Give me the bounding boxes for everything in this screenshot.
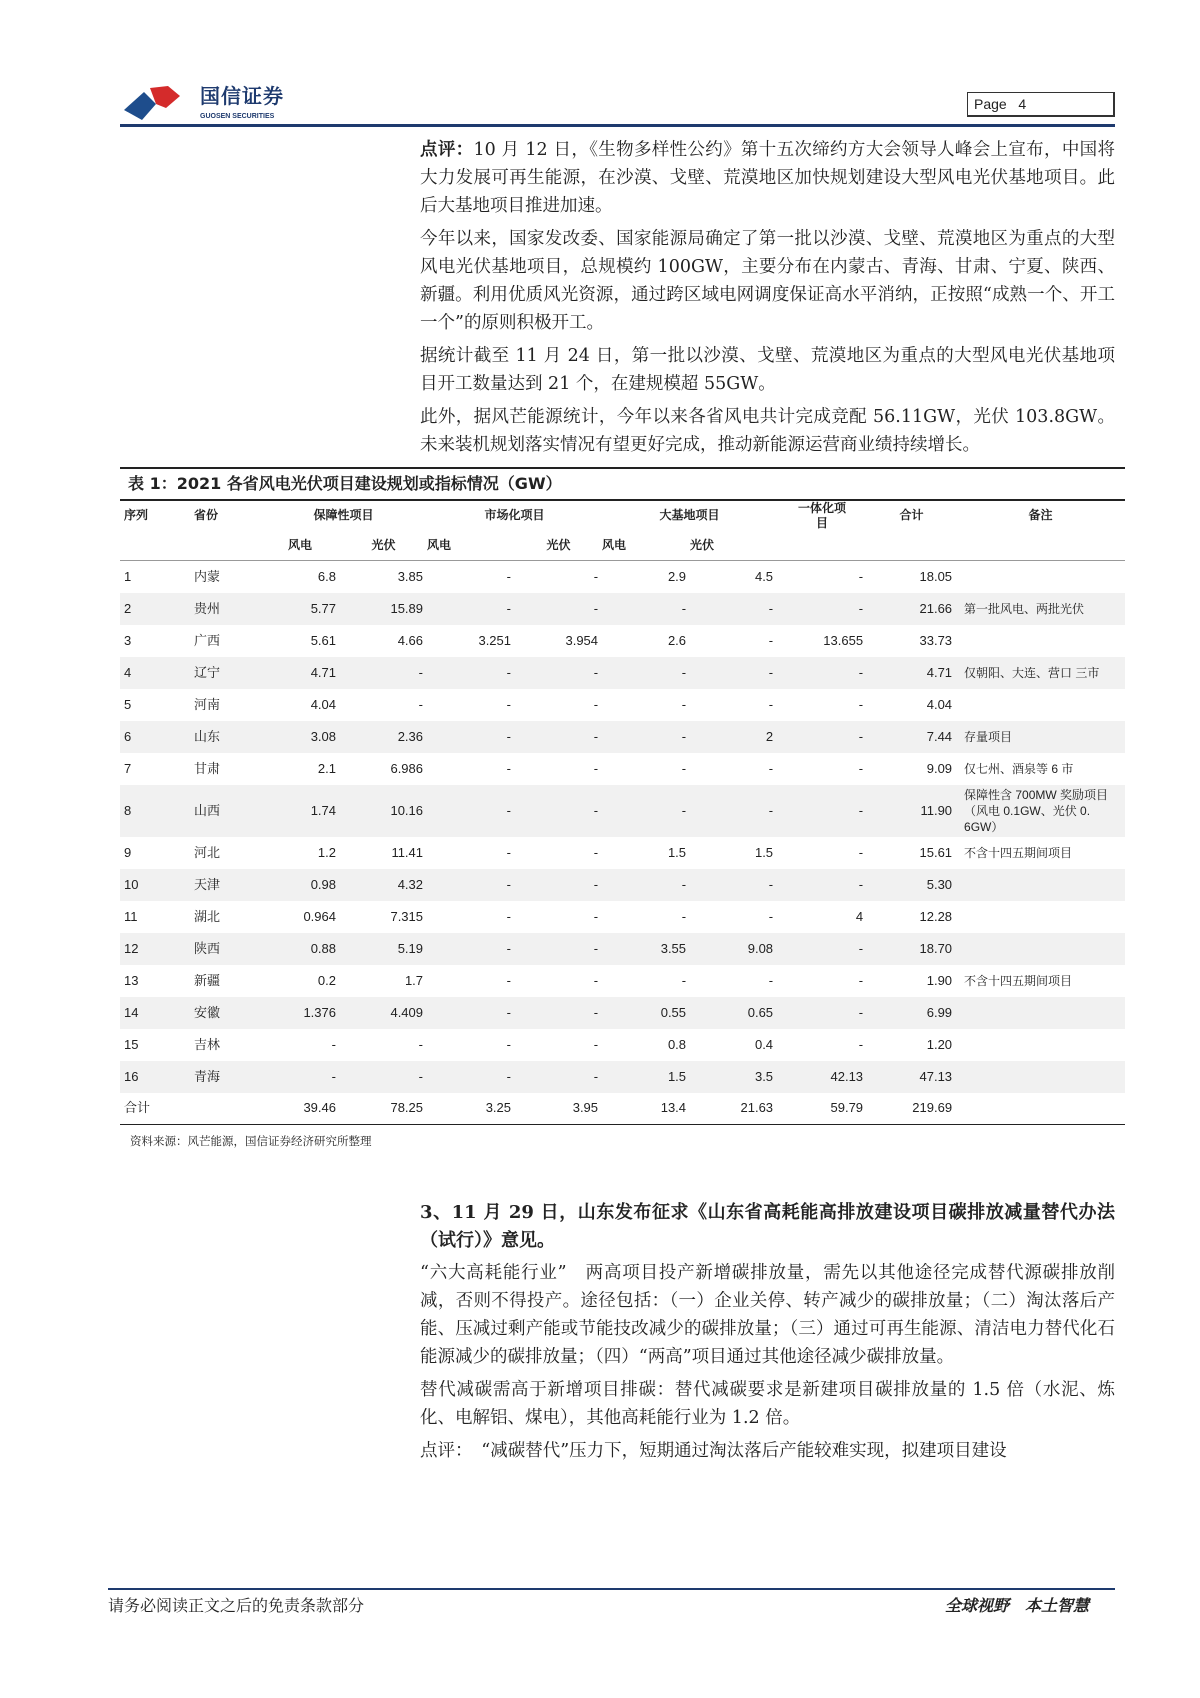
value-cell: - xyxy=(858,696,864,712)
label-cell: 贵州 xyxy=(190,593,260,625)
value-cell: 2.1 xyxy=(317,760,336,776)
table-row xyxy=(120,689,1125,721)
remark-cell: 仅朝阳、大连、营口 三市 xyxy=(956,657,1125,689)
label-cell: 山西 xyxy=(190,785,260,837)
value-cell: - xyxy=(593,908,599,924)
value-cell: - xyxy=(690,657,777,689)
value-cell: - xyxy=(602,721,690,753)
label-cell: 1 xyxy=(124,568,132,584)
label-cell: 新疆 xyxy=(194,972,221,988)
paragraph xyxy=(420,225,1115,337)
table-row xyxy=(120,721,1125,753)
value-cell: 18.70 xyxy=(867,933,956,965)
value-cell: - xyxy=(858,1036,864,1052)
value-cell: - xyxy=(858,972,864,988)
value-cell: 0.55 xyxy=(602,997,690,1029)
value-cell: 4.04 xyxy=(926,696,953,712)
table-title: 表 1：2021 各省风电光伏项目建设规划或指标情况（GW） xyxy=(128,474,562,493)
subheader-solar: 光伏 xyxy=(371,537,396,552)
remark-cell: 仅七州、酒泉等 6 市 xyxy=(964,761,1074,776)
value-cell: 1.5 xyxy=(602,1061,690,1093)
value-cell: 1.5 xyxy=(754,844,774,860)
value-cell: 11.41 xyxy=(391,844,424,860)
value-cell: 2.6 xyxy=(667,632,687,648)
label-cell: 甘肃 xyxy=(194,760,221,776)
label-cell: 15 xyxy=(124,1036,139,1052)
footer-disclaimer: 请务必阅读正文之后的免责条款部分 xyxy=(108,1596,365,1615)
value-cell: 21.63 xyxy=(690,1093,777,1125)
value-cell: - xyxy=(515,657,602,689)
paragraph xyxy=(420,136,1115,220)
value-cell: - xyxy=(768,632,774,648)
value-cell: - xyxy=(593,1036,599,1052)
value-cell: 6.986 xyxy=(390,760,424,776)
value-cell: 6.99 xyxy=(867,997,956,1029)
paragraph xyxy=(420,403,1115,459)
value-cell: 4 xyxy=(855,908,864,924)
value-cell: 1.376 xyxy=(260,997,340,1029)
value-cell: 0.8 xyxy=(667,1036,687,1052)
table-row xyxy=(120,901,1125,933)
value-cell: - xyxy=(681,972,687,988)
value-cell: - xyxy=(777,997,867,1029)
shandong-section xyxy=(420,1199,1115,1465)
label-cell: 广西 xyxy=(194,632,221,648)
subheader-wind: 风电 xyxy=(602,537,627,552)
value-cell: 5.30 xyxy=(867,869,956,901)
value-cell: 15.61 xyxy=(919,844,953,860)
label-cell: 12 xyxy=(120,933,190,965)
value-cell: 2.36 xyxy=(340,721,427,753)
table-row xyxy=(120,997,1125,1029)
label-cell: 10 xyxy=(120,869,190,901)
label-cell: 山东 xyxy=(190,721,260,753)
commentary-section xyxy=(420,136,1115,459)
paragraph-text: 此外，据风芒能源统计，今年以来各省风电共计完成竞配 56.11GW，光伏 103.8GW。未来装机规划落实情况有望更好完成，推动新能源运营商业绩持续增长。 xyxy=(420,407,1115,455)
value-cell: - xyxy=(690,593,777,625)
value-cell: - xyxy=(777,933,867,965)
value-cell: - xyxy=(858,844,864,860)
value-cell: 1.7 xyxy=(404,972,424,988)
table-row xyxy=(120,933,1125,965)
value-cell: - xyxy=(418,696,424,712)
remark-cell xyxy=(956,625,1125,657)
label-cell: 13 xyxy=(124,972,139,988)
value-cell: 13.4 xyxy=(602,1093,690,1125)
value-cell: 13.655 xyxy=(823,632,864,648)
paragraph: 替代减碳需高于新增项目排碳：替代减碳要求是新建项目碳排放量的 1.5 倍（水泥、炼化、电解铝、煤电），其他高耗能行业为 1.2 倍。 xyxy=(420,1380,1115,1428)
value-cell: 4.66 xyxy=(397,632,424,648)
remark-cell: 第一批风电、两批光伏 xyxy=(956,593,1125,625)
value-cell: - xyxy=(427,593,515,625)
logo-mark-icon xyxy=(122,84,194,124)
value-cell: 15.89 xyxy=(340,593,427,625)
subheader-wind: 风电 xyxy=(287,537,312,552)
remark-cell: 不含十四五期间项目 xyxy=(964,845,1073,860)
value-cell: - xyxy=(427,997,515,1029)
label-cell: 5 xyxy=(124,696,132,712)
table-row xyxy=(120,657,1125,689)
value-cell: - xyxy=(593,696,599,712)
paragraph xyxy=(420,342,1115,398)
value-cell: 3.5 xyxy=(690,1061,777,1093)
label-cell: 6 xyxy=(120,721,190,753)
value-cell: - xyxy=(690,869,777,901)
value-cell: - xyxy=(768,760,774,776)
value-cell: - xyxy=(427,933,515,965)
subheader-solar: 光伏 xyxy=(690,537,715,552)
page-indicator xyxy=(967,92,1115,117)
table-row xyxy=(120,593,1125,625)
table-row xyxy=(120,753,1125,785)
value-cell: 11.90 xyxy=(867,785,956,837)
label-cell: 16 xyxy=(120,1061,190,1093)
value-cell: - xyxy=(777,593,867,625)
label-cell: 14 xyxy=(120,997,190,1029)
label-cell: 河南 xyxy=(194,696,221,712)
remark-cell xyxy=(956,997,1125,1029)
value-cell: - xyxy=(777,657,867,689)
value-cell: - xyxy=(515,721,602,753)
section-heading: 3、11 月 29 日，山东发布征求《山东省高耗能高排放建设项目碳排放减量替代办法（试行）》意见。 xyxy=(420,1202,1115,1251)
value-cell: - xyxy=(768,696,774,712)
label-cell: 陕西 xyxy=(190,933,260,965)
value-cell: 42.13 xyxy=(777,1061,867,1093)
page-content xyxy=(0,136,1200,1470)
header-remark: 备注 xyxy=(1028,508,1053,522)
remark-cell: 保障性含 700MW 奖励项目（风电 0.1GW、光伏 0. 6GW） xyxy=(956,785,1125,837)
value-cell: - xyxy=(593,972,599,988)
value-cell: - xyxy=(690,785,777,837)
table-row xyxy=(120,1061,1125,1093)
value-cell: - xyxy=(681,908,687,924)
header-divider xyxy=(120,124,1115,127)
value-cell: 3.95 xyxy=(515,1093,602,1125)
subheader-wind: 风电 xyxy=(427,537,452,552)
remark-cell xyxy=(956,933,1125,965)
company-logo xyxy=(122,84,312,126)
value-cell: - xyxy=(427,785,515,837)
value-cell: 39.46 xyxy=(260,1093,340,1125)
value-cell: - xyxy=(777,721,867,753)
value-cell: - xyxy=(768,908,774,924)
label-cell: 3 xyxy=(124,632,132,648)
value-cell: 1.90 xyxy=(926,972,953,988)
label-cell: 天津 xyxy=(190,869,260,901)
remark-cell xyxy=(956,869,1125,901)
footer-slogan: 全球视野 本土智慧 xyxy=(945,1596,1090,1615)
value-cell: - xyxy=(602,785,690,837)
value-cell: - xyxy=(427,1061,515,1093)
value-cell: - xyxy=(777,869,867,901)
footer-divider xyxy=(108,1588,1115,1590)
value-cell: 21.66 xyxy=(867,593,956,625)
header-base: 大基地项目 xyxy=(659,508,720,522)
value-cell: - xyxy=(593,568,599,584)
remark-cell xyxy=(956,1061,1125,1093)
value-cell: - xyxy=(593,844,599,860)
subheader-solar: 光伏 xyxy=(546,537,571,552)
table-row xyxy=(120,869,1125,901)
value-cell: 0.4 xyxy=(754,1036,774,1052)
value-cell: 3.25 xyxy=(427,1093,515,1125)
table-source: 资料来源：风芒能源，国信证券经济研究所整理 xyxy=(130,1134,372,1148)
remark-cell xyxy=(956,689,1125,721)
value-cell: - xyxy=(260,1061,340,1093)
label-cell: 辽宁 xyxy=(190,657,260,689)
value-cell: 4.04 xyxy=(310,696,336,712)
header-guarantee: 保障性项目 xyxy=(313,508,374,522)
label-cell: 内蒙 xyxy=(194,568,221,584)
value-cell: - xyxy=(515,869,602,901)
header-market: 市场化项目 xyxy=(484,508,545,522)
value-cell: 78.25 xyxy=(340,1093,427,1125)
capacity-table xyxy=(120,501,1125,1126)
value-cell: 2.9 xyxy=(667,568,687,584)
label-cell: 9 xyxy=(124,844,132,860)
label-cell: 11 xyxy=(124,908,138,924)
value-cell: 7.315 xyxy=(390,908,424,924)
label-cell: 8 xyxy=(120,785,190,837)
header-total: 合计 xyxy=(899,508,924,522)
paragraph-text: 据统计截至 11 月 24 日，第一批以沙漠、戈壁、荒漠地区为重点的大型风电光伏基地项目开工数量达到 21 个，在建规模超 55GW。 xyxy=(420,346,1115,394)
paragraph-text: 今年以来，国家发改委、国家能源局确定了第一批以沙漠、戈壁、荒漠地区为重点的大型风电光伏基地项目，总规模约 100GW，主要分布在内蒙古、青海、甘肃、宁夏、陕西、新疆。利用优质风光资源，通过跨区域电网调度保证高水平消纳，正按照“成熟一个、开工一个”的原则积极开工。 xyxy=(420,229,1115,333)
value-cell: - xyxy=(506,972,512,988)
value-cell: 0.88 xyxy=(260,933,340,965)
label-cell: 合计 xyxy=(120,1093,190,1125)
value-cell: 47.13 xyxy=(867,1061,956,1093)
header-integrated: 一体化项目 xyxy=(798,500,847,530)
value-cell: 1.5 xyxy=(667,844,687,860)
value-cell: 3.85 xyxy=(397,568,424,584)
value-cell: 1.74 xyxy=(260,785,340,837)
value-cell: - xyxy=(506,760,512,776)
value-cell: 0.65 xyxy=(690,997,777,1029)
value-cell: - xyxy=(427,869,515,901)
value-cell: 9.08 xyxy=(690,933,777,965)
label-cell xyxy=(190,1093,260,1125)
value-cell: - xyxy=(506,1036,512,1052)
value-cell: - xyxy=(418,1036,424,1052)
table-row xyxy=(120,561,1125,593)
value-cell: 219.69 xyxy=(867,1093,956,1125)
header-province: 省份 xyxy=(194,508,219,522)
value-cell: - xyxy=(506,568,512,584)
value-cell: - xyxy=(331,1036,336,1052)
label-cell: 湖北 xyxy=(194,908,221,924)
value-cell: 4.32 xyxy=(340,869,427,901)
value-cell: 3.251 xyxy=(478,632,512,648)
table-row xyxy=(120,625,1125,657)
value-cell: - xyxy=(777,785,867,837)
value-cell: 3.954 xyxy=(565,632,599,648)
table-header-row xyxy=(120,501,1125,531)
value-cell: - xyxy=(602,657,690,689)
value-cell: 4.5 xyxy=(754,568,774,584)
label-cell: 河北 xyxy=(194,844,221,860)
table-subheader-row xyxy=(120,531,1125,561)
value-cell: 5.19 xyxy=(340,933,427,965)
remark-cell xyxy=(956,561,1125,593)
label-cell: 青海 xyxy=(190,1061,260,1093)
remark-cell: 存量项目 xyxy=(956,721,1125,753)
value-cell: - xyxy=(515,997,602,1029)
value-cell: 6.8 xyxy=(317,568,336,584)
page-label: Page xyxy=(974,96,1007,112)
label-cell: 4 xyxy=(120,657,190,689)
label-cell: 吉林 xyxy=(194,1036,221,1052)
value-cell: 4.71 xyxy=(867,657,956,689)
value-cell: 3.55 xyxy=(602,933,690,965)
remark-cell xyxy=(956,1029,1125,1061)
value-cell: - xyxy=(515,785,602,837)
table-row xyxy=(120,785,1125,837)
value-cell: - xyxy=(515,1061,602,1093)
value-cell: 9.09 xyxy=(926,760,953,776)
value-cell: - xyxy=(340,657,427,689)
lead-label: 点评： xyxy=(420,140,474,160)
value-cell: 5.61 xyxy=(310,632,336,648)
value-cell: 10.16 xyxy=(340,785,427,837)
label-cell: 2 xyxy=(120,593,190,625)
value-cell: - xyxy=(602,593,690,625)
remark-cell xyxy=(956,1093,1125,1125)
value-cell: 18.05 xyxy=(919,568,953,584)
label-cell: 7 xyxy=(124,760,132,776)
header-seq: 序列 xyxy=(124,508,149,522)
value-cell: - xyxy=(858,760,864,776)
value-cell: - xyxy=(427,657,515,689)
remark-cell: 不含十四五期间项目 xyxy=(964,973,1073,988)
table-total-row xyxy=(120,1093,1125,1125)
value-cell: - xyxy=(602,869,690,901)
paragraph-text: 10 月 12 日，《生物多样性公约》第十五次缔约方大会领导人峰会上宣布，中国将大力发展可再生能源，在沙漠、戈壁、荒漠地区加快规划建设大型风电光伏基地项目。此后大基地项目推进加速。 xyxy=(420,140,1115,216)
label-cell: 安徽 xyxy=(190,997,260,1029)
value-cell: 12.28 xyxy=(919,908,953,924)
value-cell: - xyxy=(681,696,687,712)
value-cell: 4.71 xyxy=(260,657,340,689)
value-cell: 0.964 xyxy=(303,908,336,924)
value-cell: - xyxy=(858,568,864,584)
value-cell: 59.79 xyxy=(777,1093,867,1125)
logo-text: 国信证券 xyxy=(200,84,284,108)
value-cell: 1.20 xyxy=(926,1036,953,1052)
table-row xyxy=(120,965,1125,997)
table-row xyxy=(120,837,1125,869)
value-cell: - xyxy=(506,844,512,860)
value-cell: 33.73 xyxy=(919,632,953,648)
value-cell: - xyxy=(506,908,512,924)
value-cell: - xyxy=(681,760,687,776)
value-cell: 0.2 xyxy=(317,972,336,988)
page-number: 4 xyxy=(1018,96,1027,112)
value-cell: 1.2 xyxy=(317,844,336,860)
value-cell: - xyxy=(427,721,515,753)
value-cell: 2 xyxy=(690,721,777,753)
value-cell: 4.409 xyxy=(340,997,427,1029)
paragraph: “六大高耗能行业” 两高项目投产新增碳排放量，需先以其他途径完成替代源碳排放削减，否则不得投产。途径包括：（一）企业关停、转产减少的碳排放量；（二）淘汰落后产能、压减过剩产能或节能技改减少的碳排放量；（三）通过可再生能源、清洁电力替代化石能源减少的碳排放量；（四）“两高”项目通过其他途径减少碳排放量。 xyxy=(420,1263,1115,1367)
table-block xyxy=(120,467,1125,1149)
value-cell: - xyxy=(768,972,774,988)
value-cell: - xyxy=(340,1061,427,1093)
remark-cell xyxy=(956,901,1125,933)
value-cell: - xyxy=(515,933,602,965)
value-cell: 0.98 xyxy=(260,869,340,901)
logo-subtext: GUOSEN SECURITIES xyxy=(200,113,275,120)
value-cell: - xyxy=(593,760,599,776)
paragraph: 点评： “减碳替代”压力下，短期通过淘汰落后产能较难实现，拟建项目建设 xyxy=(420,1441,1007,1461)
value-cell: - xyxy=(506,696,512,712)
value-cell: - xyxy=(515,593,602,625)
value-cell: 7.44 xyxy=(867,721,956,753)
value-cell: 3.08 xyxy=(260,721,340,753)
value-cell: 5.77 xyxy=(260,593,340,625)
table-row xyxy=(120,1029,1125,1061)
